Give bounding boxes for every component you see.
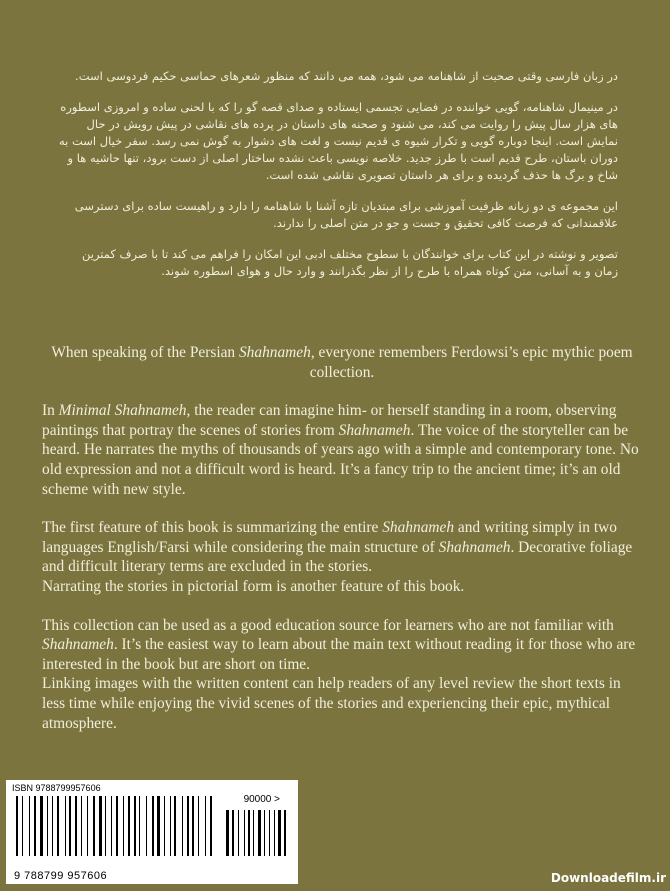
- barcode-bar: [47, 796, 48, 856]
- text-run: , everyone remembers Ferdowsi’s epic mythic poem collection.: [309, 344, 633, 381]
- barcode-bar: [99, 796, 102, 856]
- barcode-bar: [205, 796, 206, 856]
- barcode-bar: [187, 796, 189, 856]
- text-run: In: [42, 402, 59, 420]
- barcode-bar: [34, 796, 36, 856]
- english-paragraph-1: [42, 343, 642, 382]
- barcode-bar: [111, 796, 112, 856]
- text-run: and writing simply in two languages English/Farsi while considering the main structure of: [42, 519, 617, 556]
- barcode-bar: [65, 796, 66, 856]
- barcode-bar: [52, 796, 53, 856]
- title-italic: Minimal Shahnameh: [58, 402, 187, 420]
- barcode-bar: [258, 810, 261, 856]
- farsi-description: [58, 68, 618, 294]
- barcode-bar: [139, 796, 140, 856]
- text-run: . The voice of the storyteller can be heard. He narrates the myths of thousands of years ago with a simple and contemporary tone. No old expression and not a difficult word is heard. It’s a fancy trip to the ancient time; it’s an old scheme with new style.: [42, 421, 639, 498]
- title-italic: Shahnameh: [238, 344, 311, 361]
- isbn-digits: 9 788799 957606: [14, 870, 108, 882]
- barcode-bar: [105, 796, 106, 856]
- english-paragraph-2: [42, 401, 642, 499]
- barcode-bar: [81, 796, 82, 856]
- barcode-bar: [16, 796, 18, 856]
- isbn-label: ISBN 9788799957606: [12, 783, 101, 793]
- barcode-bar: [182, 796, 183, 856]
- text-run: When speaking of the Persian: [51, 344, 239, 361]
- text-run: , the reader can imagine him- or herself standing in a room, observing paintings that portray the scenes of stories from: [42, 402, 617, 439]
- barcode-bar: [157, 796, 160, 856]
- barcode-bar: [152, 796, 154, 856]
- barcode-bar: [69, 796, 71, 856]
- farsi-paragraph-1: در زبان فارسی وقتی صحبت از شاهنامه می شود، همه می دانند که منظور شعرهای حماسی حکیم فردوسی است.: [75, 69, 618, 83]
- text-run: Linking images with the written content can help readers of any level review the short texts in less time while enjoying the vivid scenes of the stories and experiencing their epic, mythical atmosphere.: [42, 675, 621, 732]
- text-run: Narrating the stories in pictorial form is another feature of this book.: [42, 577, 465, 595]
- barcode-bar: [253, 810, 254, 856]
- barcode-bar: [232, 810, 234, 856]
- barcode-bar: [134, 796, 136, 856]
- farsi-paragraph-2: در مینیمال شاهنامه، گویی خواننده در فضایی تجسمی ایستاده و صدای قصه گو را که با لحنی ساده و امروزی اسطوره های هزار سال پیش را روایت می کند، می شنود و صحنه های داستان در پرده های نقاشی در پیش رویش در حال نمایش است. اینجا دوباره گویی و تکرار شیوه ی قدیم نیست و لغت های دشوار به گوش نمی رسد. سفر خیال است به دوران باستان، طرح قدیم است با طرز جدید. خلاصه نویسی باعث نشده ساختار اصلی از دست برود، تنها حاشیه ها و شاخ و برگ ها حذف گردیده و برای هر داستان تصویری نقاشی شده است.: [58, 100, 618, 182]
- farsi-paragraph-3: این مجموعه ی دو زبانه ظرفیت آموزشی برای مبتدیان تازه آشنا با شاهنامه را دارد و راهیست ساده برای دسترسی علاقمندانی که فرصت کافی تحقیق و جست و جو در متن اصلی را ندارند.: [74, 199, 618, 230]
- barcode-bar: [264, 810, 265, 856]
- barcode-bar: [93, 796, 95, 856]
- english-paragraph-4: [42, 616, 642, 734]
- barcode-bar: [116, 796, 118, 856]
- barcode-bar: [75, 796, 77, 856]
- barcode-bar: [29, 796, 30, 856]
- farsi-paragraph-4: تصویر و نوشته در این کتاب برای خوانندگان با سطوح مختلف ادبی این امکان را فراهم می کند تا با صرف کمترین زمان و به آسانی، متن کوتاه همراه با طرح را از نظر بگذرانند و وارد حال و هوای اسطوره شوند.: [82, 247, 618, 278]
- barcode-bar: [164, 796, 165, 856]
- watermark: Downloadefilm.ir: [550, 871, 666, 885]
- text-run: . Decorative foliage and difficult literary terms are excluded in the stories.: [42, 538, 633, 576]
- barcode-bar: [22, 796, 23, 856]
- english-description: [42, 343, 642, 752]
- barcode-bar: [174, 796, 176, 856]
- title-italic: Shahnameh: [382, 519, 455, 537]
- text-run: This collection can be used as a good education source for learners who are not familiar with: [42, 616, 614, 634]
- text-run: . It’s the easiest way to learn about the main text without reading it for those who are interested in the book but are short on time.: [42, 636, 636, 673]
- barcode-bar: [198, 796, 199, 856]
- barcode-bar: [192, 796, 194, 856]
- barcode-bar: [284, 810, 286, 856]
- barcode-bar: [274, 810, 275, 856]
- english-paragraph-3: [42, 518, 642, 596]
- barcode-bar: [226, 810, 229, 856]
- barcode-bar: [248, 810, 250, 856]
- isbn-barcode: [6, 780, 298, 884]
- barcode-bar: [87, 796, 88, 856]
- barcode-bar: [128, 796, 130, 856]
- barcode-bars: [12, 796, 294, 870]
- barcode-bar: [146, 796, 147, 856]
- price-code: 90000 >: [243, 794, 280, 805]
- barcode-bar: [278, 810, 281, 856]
- barcode-bar: [269, 810, 270, 856]
- title-italic: Shahnameh: [338, 421, 411, 439]
- title-italic: Shahnameh: [42, 636, 114, 654]
- barcode-bar: [244, 810, 245, 856]
- title-italic: Shahnameh: [438, 538, 511, 556]
- barcode-bar: [57, 796, 59, 856]
- barcode-bar: [210, 796, 212, 856]
- barcode-bar: [40, 796, 43, 856]
- text-run: The first feature of this book is summarizing the entire: [42, 519, 383, 537]
- barcode-bar: [238, 810, 239, 856]
- barcode-bar: [123, 796, 124, 856]
- barcode-bar: [170, 796, 171, 856]
